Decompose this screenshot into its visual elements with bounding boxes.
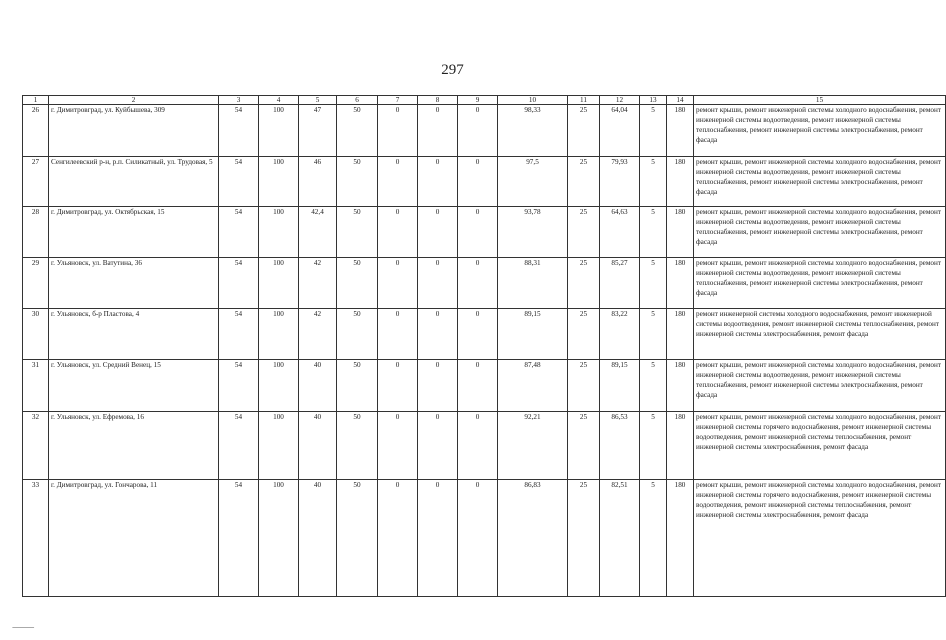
value-cell: 54 [219, 258, 259, 309]
value-cell: 0 [418, 258, 458, 309]
header-row [23, 96, 946, 105]
value-cell: 40 [299, 360, 337, 412]
value-cell: 85,27 [600, 258, 640, 309]
address-cell: г. Ульяновск, ул. Ефремова, 16 [49, 412, 219, 480]
value-cell: 0 [458, 105, 498, 157]
header-cell: 6 [337, 96, 378, 105]
value-cell: 0 [418, 412, 458, 480]
value-cell: 0 [378, 480, 418, 597]
address-cell: г. Ульяновск, ул. Средний Венец, 15 [49, 360, 219, 412]
value-cell: 0 [418, 207, 458, 258]
value-cell: 0 [418, 480, 458, 597]
value-cell: 25 [568, 309, 600, 360]
value-cell: 87,48 [498, 360, 568, 412]
table-row [23, 360, 946, 412]
value-cell: 50 [337, 309, 378, 360]
value-cell: 100 [259, 157, 299, 207]
value-cell: 0 [418, 105, 458, 157]
value-cell: 180 [667, 207, 694, 258]
header-cell: 12 [600, 96, 640, 105]
value-cell: 64,63 [600, 207, 640, 258]
value-cell: 180 [667, 480, 694, 597]
value-cell: 86,83 [498, 480, 568, 597]
value-cell: 86,53 [600, 412, 640, 480]
value-cell: 97,5 [498, 157, 568, 207]
value-cell: 0 [458, 207, 498, 258]
value-cell: 0 [378, 360, 418, 412]
works-cell: ремонт инженерной системы холодного водоснабжения, ремонт инженерной системы водоотведения, ремонт инженерной системы теплоснабжения, ремонт инженерной системы электроснабжения, ремонт фасада [694, 309, 946, 360]
value-cell: 25 [568, 412, 600, 480]
header-cell: 7 [378, 96, 418, 105]
value-cell: 0 [378, 105, 418, 157]
value-cell: 50 [337, 480, 378, 597]
header-cell: 5 [299, 96, 337, 105]
value-cell: 100 [259, 258, 299, 309]
value-cell: 50 [337, 207, 378, 258]
works-cell: ремонт крыши, ремонт инженерной системы холодного водоснабжения, ремонт инженерной системы водоотведения, ремонт инженерной системы теплоснабжения, ремонт инженерной системы электроснабжения, ремонт фасада [694, 207, 946, 258]
value-cell: 0 [378, 412, 418, 480]
value-cell: 40 [299, 480, 337, 597]
value-cell: 0 [418, 309, 458, 360]
value-cell: 25 [568, 105, 600, 157]
value-cell: 100 [259, 105, 299, 157]
value-cell: 5 [640, 105, 667, 157]
value-cell: 0 [458, 412, 498, 480]
value-cell: 180 [667, 105, 694, 157]
value-cell: 42,4 [299, 207, 337, 258]
works-cell: ремонт крыши, ремонт инженерной системы холодного водоснабжения, ремонт инженерной системы водоотведения, ремонт инженерной системы теплоснабжения, ремонт инженерной системы электроснабжения, ремонт фасада [694, 258, 946, 309]
value-cell: 46 [299, 157, 337, 207]
value-cell: 25 [568, 207, 600, 258]
value-cell: 64,04 [600, 105, 640, 157]
value-cell: 83,22 [600, 309, 640, 360]
works-cell: ремонт крыши, ремонт инженерной системы холодного водоснабжения, ремонт инженерной системы водоотведения, ремонт инженерной системы теплоснабжения, ремонт инженерной системы электроснабжения, ремонт фасада [694, 105, 946, 157]
works-cell: ремонт крыши, ремонт инженерной системы холодного водоснабжения, ремонт инженерной системы горячего водоснабжения, ремонт инженерной системы водоотведения, ремонт инженерной системы теплоснабжения, ремонт инженерной системы электроснабжения, ремонт фасада [694, 480, 946, 597]
header-cell: 2 [49, 96, 219, 105]
table-row [23, 157, 946, 207]
header-cell: 13 [640, 96, 667, 105]
value-cell: 0 [378, 258, 418, 309]
value-cell: 25 [568, 157, 600, 207]
table-body [23, 105, 946, 597]
value-cell: 5 [640, 360, 667, 412]
value-cell: 100 [259, 360, 299, 412]
value-cell: 180 [667, 157, 694, 207]
value-cell: 180 [667, 258, 694, 309]
value-cell: 88,31 [498, 258, 568, 309]
value-cell: 79,93 [600, 157, 640, 207]
value-cell: 82,51 [600, 480, 640, 597]
value-cell: 54 [219, 157, 259, 207]
row-number-cell: 30 [23, 309, 49, 360]
value-cell: 92,21 [498, 412, 568, 480]
margin-mark: ⸻ [12, 622, 35, 632]
works-cell: ремонт крыши, ремонт инженерной системы холодного водоснабжения, ремонт инженерной системы горячего водоснабжения, ремонт инженерной системы водоотведения, ремонт инженерной системы теплоснабжения, ремонт инженерной системы электроснабжения, ремонт фасада [694, 412, 946, 480]
row-number-cell: 32 [23, 412, 49, 480]
value-cell: 5 [640, 412, 667, 480]
header-cell: 9 [458, 96, 498, 105]
header-cell: 3 [219, 96, 259, 105]
header-cell: 4 [259, 96, 299, 105]
value-cell: 42 [299, 258, 337, 309]
value-cell: 100 [259, 412, 299, 480]
table-row [23, 207, 946, 258]
value-cell: 180 [667, 309, 694, 360]
value-cell: 180 [667, 360, 694, 412]
value-cell: 50 [337, 360, 378, 412]
table-row [23, 412, 946, 480]
address-cell: г. Димитровград, ул. Октябрьская, 15 [49, 207, 219, 258]
header-cell: 8 [418, 96, 458, 105]
value-cell: 5 [640, 309, 667, 360]
value-cell: 0 [458, 360, 498, 412]
value-cell: 25 [568, 360, 600, 412]
value-cell: 50 [337, 412, 378, 480]
address-cell: г. Димитровград, ул. Гончарова, 11 [49, 480, 219, 597]
value-cell: 47 [299, 105, 337, 157]
table-row [23, 309, 946, 360]
value-cell: 50 [337, 157, 378, 207]
value-cell: 50 [337, 258, 378, 309]
value-cell: 0 [378, 309, 418, 360]
value-cell: 0 [378, 157, 418, 207]
table-row [23, 105, 946, 157]
value-cell: 54 [219, 412, 259, 480]
value-cell: 0 [418, 360, 458, 412]
value-cell: 50 [337, 105, 378, 157]
header-cell: 10 [498, 96, 568, 105]
header-cell: 1 [23, 96, 49, 105]
value-cell: 5 [640, 480, 667, 597]
row-number-cell: 27 [23, 157, 49, 207]
header-cell: 11 [568, 96, 600, 105]
row-number-cell: 31 [23, 360, 49, 412]
value-cell: 0 [378, 207, 418, 258]
value-cell: 89,15 [600, 360, 640, 412]
value-cell: 100 [259, 309, 299, 360]
value-cell: 98,33 [498, 105, 568, 157]
row-number-cell: 26 [23, 105, 49, 157]
value-cell: 5 [640, 258, 667, 309]
value-cell: 93,78 [498, 207, 568, 258]
table-row [23, 480, 946, 597]
address-cell: Сенгилеевский р-н, р.п. Силикатный, ул. Трудовая, 5 [49, 157, 219, 207]
value-cell: 0 [418, 157, 458, 207]
value-cell: 0 [458, 309, 498, 360]
table-row [23, 258, 946, 309]
value-cell: 54 [219, 105, 259, 157]
value-cell: 180 [667, 412, 694, 480]
row-number-cell: 33 [23, 480, 49, 597]
value-cell: 89,15 [498, 309, 568, 360]
value-cell: 100 [259, 207, 299, 258]
value-cell: 0 [458, 258, 498, 309]
value-cell: 42 [299, 309, 337, 360]
works-cell: ремонт крыши, ремонт инженерной системы холодного водоснабжения, ремонт инженерной системы водоотведения, ремонт инженерной системы теплоснабжения, ремонт инженерной системы электроснабжения, ремонт фасада [694, 157, 946, 207]
value-cell: 54 [219, 360, 259, 412]
value-cell: 25 [568, 258, 600, 309]
page-number: 297 [441, 62, 464, 78]
address-cell: г. Димитровград, ул. Куйбышева, 309 [49, 105, 219, 157]
value-cell: 5 [640, 207, 667, 258]
value-cell: 54 [219, 309, 259, 360]
value-cell: 5 [640, 157, 667, 207]
value-cell: 54 [219, 207, 259, 258]
address-cell: г. Ульяновск, б-р Пластова, 4 [49, 309, 219, 360]
value-cell: 25 [568, 480, 600, 597]
address-cell: г. Ульяновск, ул. Ватутина, 36 [49, 258, 219, 309]
row-number-cell: 29 [23, 258, 49, 309]
value-cell: 100 [259, 480, 299, 597]
header-cell: 14 [667, 96, 694, 105]
value-cell: 40 [299, 412, 337, 480]
value-cell: 54 [219, 480, 259, 597]
row-number-cell: 28 [23, 207, 49, 258]
header-cell: 15 [694, 96, 946, 105]
value-cell: 0 [458, 157, 498, 207]
works-cell: ремонт крыши, ремонт инженерной системы холодного водоснабжения, ремонт инженерной системы водоотведения, ремонт инженерной системы теплоснабжения, ремонт инженерной системы электроснабжения, ремонт фасада [694, 360, 946, 412]
value-cell: 0 [458, 480, 498, 597]
housing-table [22, 95, 946, 597]
